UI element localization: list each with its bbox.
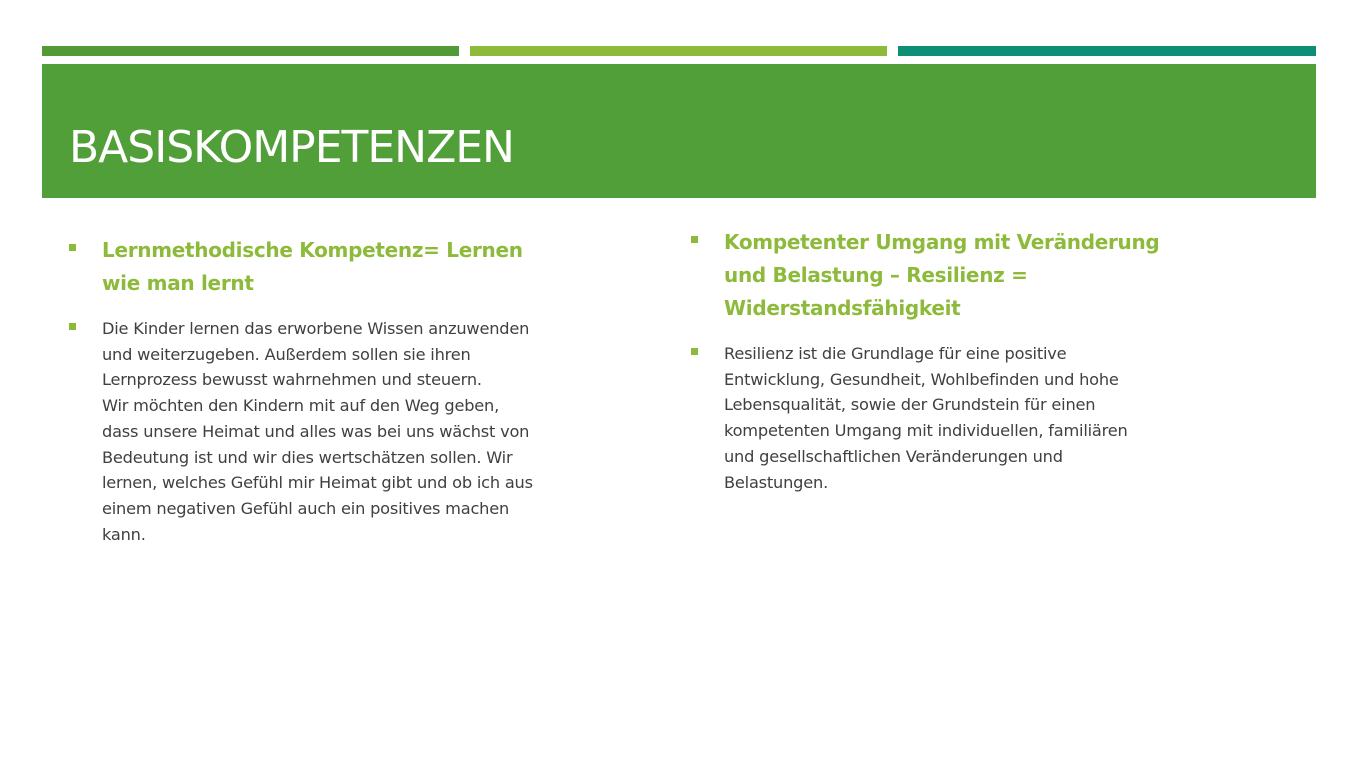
right-body-paragraph: Resilienz ist die Grundlage für eine positive Entwicklung, Gesundheit, Wohlbefinden und hohe Lebensqualität, sowie der Grundstein für einen kompetenten Umgang mit individuellen, familiären und gesellschaftlichen Veränderungen und Belastungen. [724,344,1128,492]
left-body-item [68,316,538,547]
right-body-item [690,341,1160,495]
square-bullet-icon [69,323,76,330]
left-body-paragraph-1: Die Kinder lernen das erworbene Wissen anzuwenden und weiterzugeben. Außerdem sollen sie ihren Lernprozess bewusst wahrnehmen und steuern. [102,319,530,390]
square-bullet-icon [69,244,76,251]
left-heading: Lernmethodische Kompetenz= Lernen wie man lernt [102,238,523,295]
left-column [68,234,538,547]
right-heading: Kompetenter Umgang mit Veränderung und Belastung – Resilienz = Widerstandsfähigkeit [724,230,1160,320]
accent-bar-left [42,46,459,56]
square-bullet-icon [691,348,698,355]
left-heading-item [68,234,538,300]
left-body-paragraph-2: Wir möchten den Kindern mit auf den Weg geben, dass unsere Heimat und alles was bei uns wächst von Bedeutung ist und wir dies wertschätzen sollen. Wir lernen, welches Gefühl mir Heimat gibt und ob ich aus einem negativen Gefühl auch ein positives machen kann. [102,396,533,544]
accent-bar-right [898,46,1316,56]
accent-bar-middle [470,46,887,56]
slide-title: BASISKOMPETENZEN [69,122,514,173]
right-column [690,226,1160,495]
right-heading-item [690,226,1160,325]
square-bullet-icon [691,236,698,243]
title-band [42,64,1316,198]
